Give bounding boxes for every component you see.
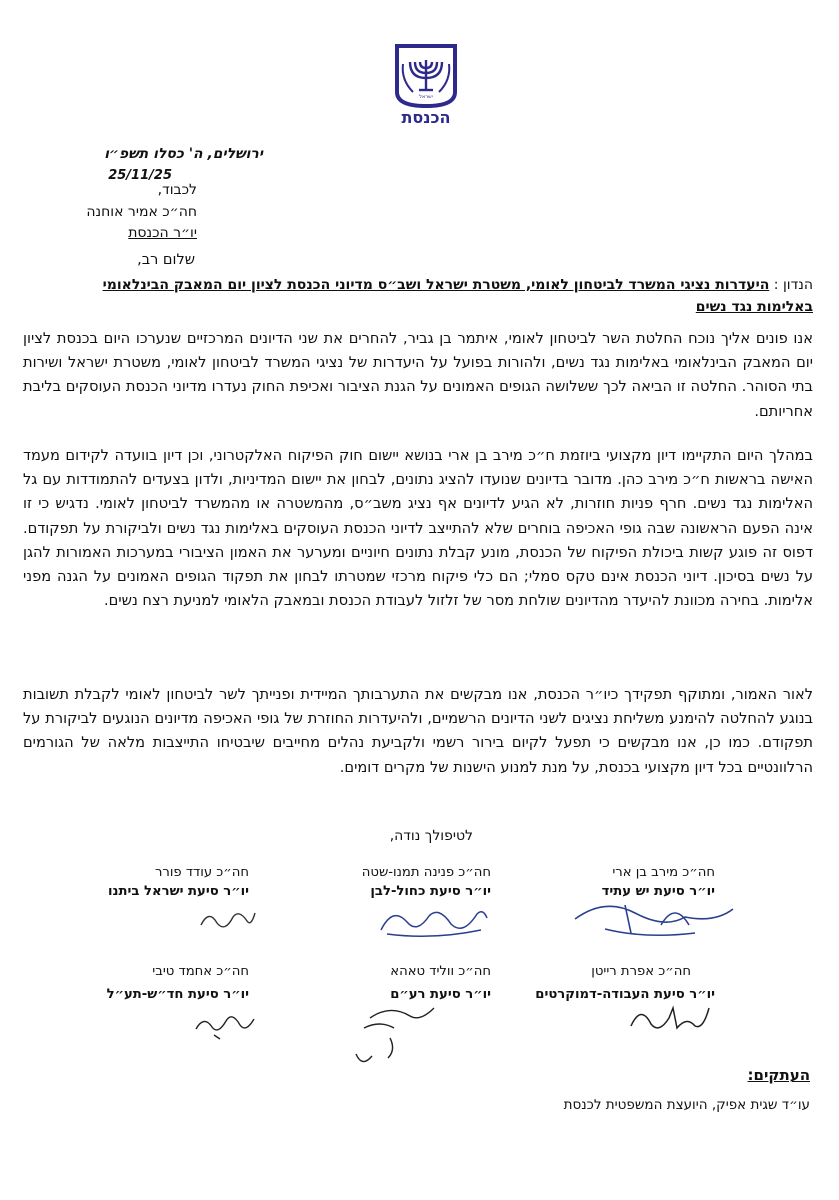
- signatory-5-role: יו״ר סיעת רע״ם: [390, 987, 491, 1002]
- signature-6-mark: [190, 1005, 260, 1041]
- signature-1-mark: [565, 895, 740, 943]
- svg-text:ישראל: ישראל: [419, 94, 433, 100]
- signatory-2-role: יו״ר סיעת כחול-לבן: [370, 884, 491, 899]
- signatory-3-name: חה״כ עודד פורר: [154, 865, 249, 880]
- subject-text: היעדרות נציגי המשרד לביטחון לאומי, משטרת ישראל ושב״ס מדיוני הכנסת לציון יום המאבק הבינלאומי באלימות נגד נשים: [102, 277, 813, 315]
- greeting: שלום רב,: [137, 252, 195, 268]
- subject-line: [53, 274, 813, 318]
- addressee-name: חה״כ אמיר אוחנה: [86, 204, 197, 220]
- signatory-6-name: חה״כ אחמד טיבי: [152, 964, 249, 979]
- emblem-label: הכנסת: [401, 108, 451, 127]
- date-numeric: 25/11/25: [108, 168, 172, 183]
- addressee-honorific: לכבוד,: [157, 182, 197, 198]
- addressee-title: יו״ר הכנסת: [128, 225, 197, 241]
- subject-label: הנדון :: [773, 277, 813, 293]
- signature-5-mark: [350, 998, 440, 1070]
- signatory-3-role: יו״ר סיעת ישראל ביתנו: [108, 884, 249, 899]
- signature-4-mark: [625, 1000, 715, 1036]
- body-paragraph-2: במהלך היום התקיימו דיון מקצועי ביוזמת ח״כ מירב בן ארי בנושא יישום חוק הפיקוח האלקטרוני, וכן דיון בוועדה לקידום מעמד האישה בראשות ח״כ מירב כהן. מדובר בדיונים שנועדו להציג נתונים, לבחון את יישום המדיניות, ולדון בצעדים להתמודדות עם גל האלימות נגד נשים. חרף פניות חוזרות, לא הגיע לדיונים אף נציג משב״ס, מהמשטרה או מהמשרד לביטחון לאומי. נדגיש כי זו אינה הפעם הראשונה שבה גופי האכיפה בוחרים שלא להתייצב לדיוני הכנסת העוסקים באלימות נגד נשים ולביקורת על תפקודם. דפוס זה פוגע קשות ביכולת הפיקוח של הכנסת, מונע קבלת נתונים חיוניים ומערער את האמון הציבורי במערכות האמורות להגן על נשים בסיכון. דיוני הכנסת אינם טקס סמלי; הם כלי פיקוח מרכזי שמטרתו לבחון את תפקוד הגופים האמונים על הגנה מפני אלימות. בחירה מכוונת להיעדר מהדיונים שולחת מסר של זלזול לעבודת הכנסת ובמאבק הלאומי למניעת רצח נשים.: [23, 447, 813, 610]
- body-paragraph-1: אנו פונים אליך נוכח החלטת השר לביטחון לאומי, איתמר בן גביר, להחרים את שני הדיונים המרכזיים שנערכו היום בכנסת לציון יום המאבק הבינלאומי באלימות נגד נשים, ולהורות בפועל על היעדרות של נציגי המשרד לביטחון לאומי, משטרת ישראל ושירות בתי הסוהר. החלטה זו הביאה לכך ששלושה הגופים האמונים על הגנת הציבור ואכיפת החוק נעדרו מדיוני הכנסת העוסקים בליבת אחריותם.: [23, 330, 813, 420]
- copies-item: עו״ד שגית אפיק, היועצת המשפטית לכנסת: [563, 1097, 810, 1113]
- signature-2-mark: [373, 900, 493, 940]
- signatory-5-name: חה״כ ווליד טאהא: [390, 964, 491, 979]
- signature-3-mark: [195, 905, 260, 937]
- signatory-4-name: חה״כ אפרת רייטן: [591, 964, 691, 979]
- copies-title: העתקים:: [747, 1066, 810, 1084]
- signatory-1-name: חה״כ מירב בן ארי: [612, 865, 715, 880]
- closing-line: לטיפולך נודה,: [389, 828, 473, 844]
- place-date: ירושלים, ה' כסלו תשפ״ו: [104, 146, 263, 162]
- signatory-1-role: יו״ר סיעת יש עתיד: [601, 884, 715, 899]
- signatory-4-role: יו״ר סיעת העבודה-דמוקרטים: [535, 987, 715, 1002]
- signatory-2-name: חה״כ פנינה תמנו-שטה: [361, 865, 491, 880]
- body-paragraph-3: לאור האמור, ומתוקף תפקידך כיו״ר הכנסת, אנו מבקשים את התערבותך המיידית ופנייתך לשר לביטחון לאומי לקבלת תשובות בנוגע להחלטה להימנע משליחת נציגים לשני הדיונים הרשמיים, ולהיעדרות החוזרת של גופי האכיפה מדיונים הנוגעים לביקורת על תפקודם. כמו כן, אנו מבקשים כי תפעל לקיום בירור רשמי ולקביעת נהלים מחייבים שיבטיחו התייצבות מלאה של הגורמים הרלוונטיים בכל דיון מקצועי בכנסת, על מנת למנוע הישנות של מקרים דומים.: [23, 686, 813, 776]
- signatory-6-role: יו״ר סיעת חד״ש-תע״ל: [106, 987, 249, 1002]
